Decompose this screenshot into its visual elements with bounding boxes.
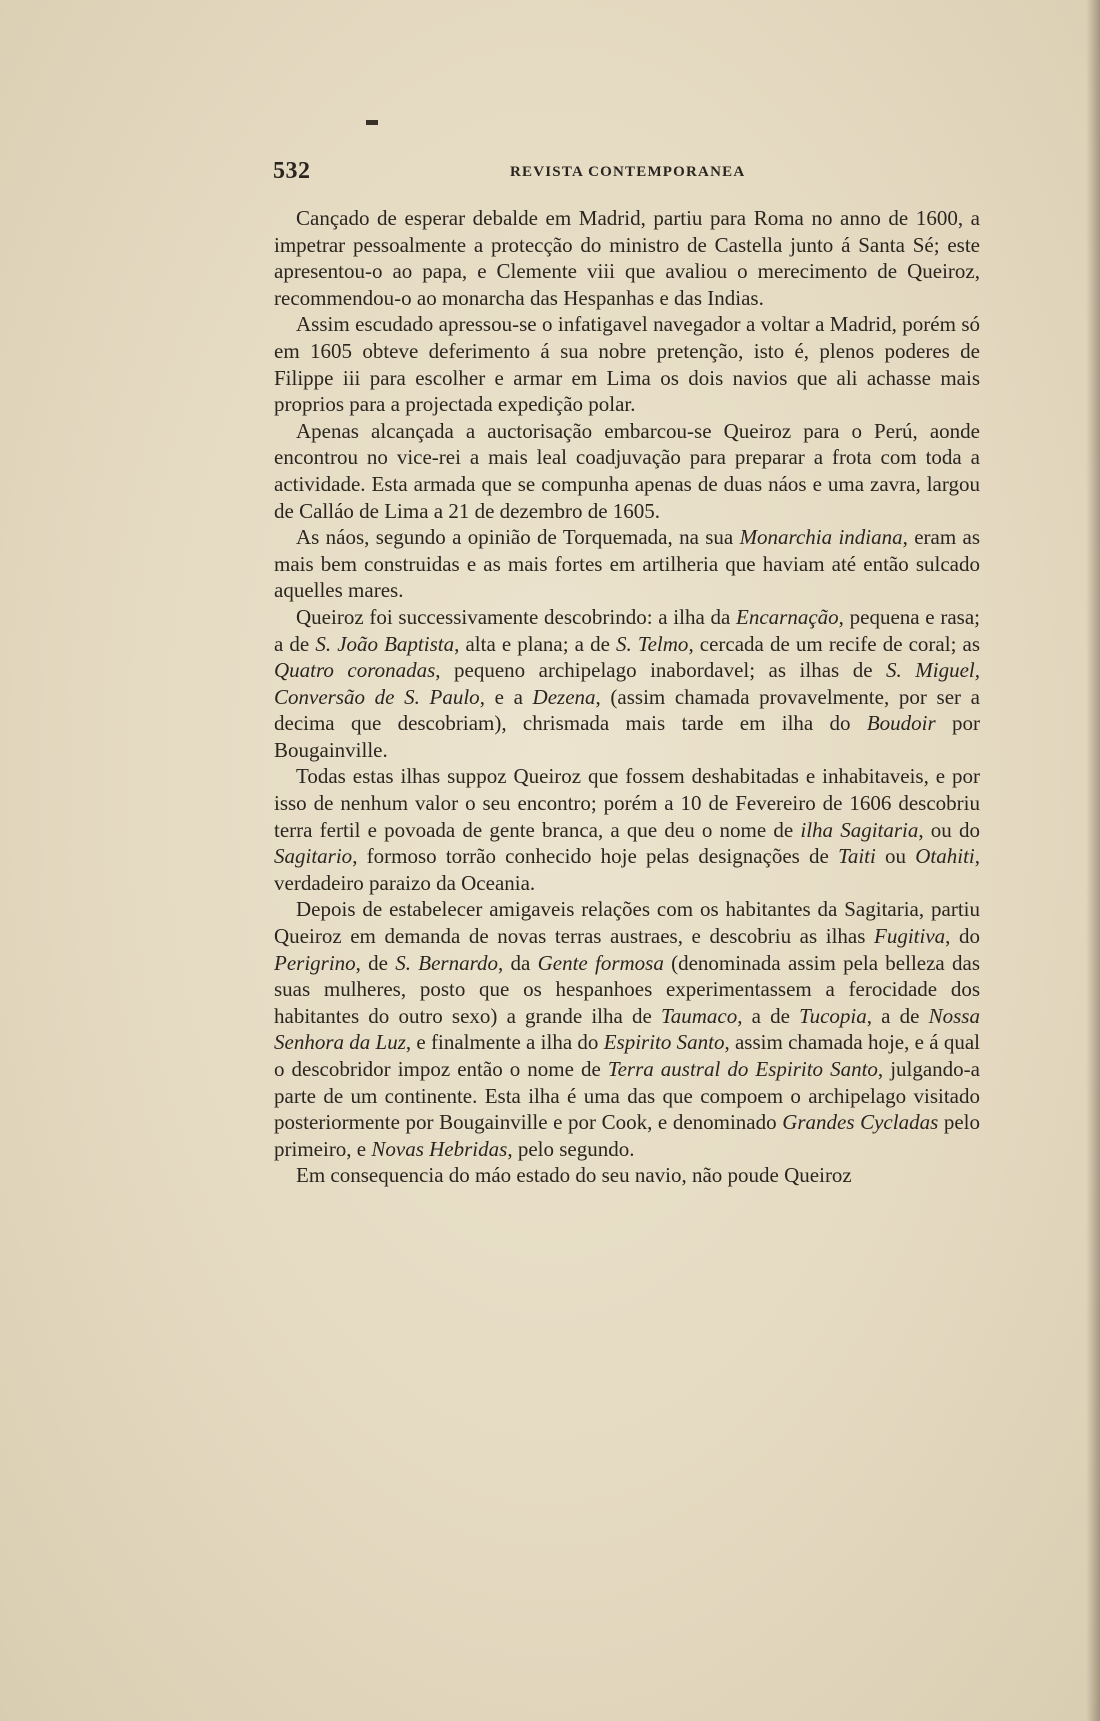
italic-run: Espirito Santo: [603, 1030, 725, 1055]
paragraph: [274, 418, 980, 524]
italic-run: Tucopia: [799, 1003, 867, 1028]
text-run: , cercada de um recife de coral; as: [688, 631, 980, 656]
italic-run: Boudoir: [866, 711, 936, 736]
paragraph: [274, 311, 980, 417]
paragraph: [274, 896, 980, 1162]
text-run: , pelo segundo.: [507, 1136, 635, 1161]
text-run: , e a: [479, 684, 533, 709]
paragraph: [274, 524, 980, 604]
italic-run: Fugitiva: [874, 924, 946, 949]
text-run: Cançado de esperar debalde em Madrid, partiu para Roma no anno de 1600, a impetrar pessoalmente a protecção do ministro de Castella junto á Santa Sé; este apresentou-o ao papa, e Clemente viii que avaliou o merecimento de Queiroz, recommendou-o ao monarcha das Hespanhas e das Indias.: [274, 206, 980, 310]
text-run: , da: [498, 950, 538, 975]
text-run: , de: [355, 950, 396, 975]
body-text: [274, 205, 980, 1189]
text-run: Apenas alcançada a auctorisação embarcou-se Queiroz para o Perú, aonde encontrou no vice-rei a mais leal coadjuvação para preparar a frota com toda a actividade. Esta armada que se compunha apenas de duas náos e uma zavra, largou de Calláo de Lima a 21 de dezembro de 1605.: [274, 418, 980, 523]
text-run: Em consequencia do máo estado do seu navio, não poude Queiroz: [296, 1163, 852, 1188]
text-run: por Bougainville.: [274, 711, 980, 762]
paragraph: [274, 1162, 980, 1189]
running-title: REVISTA CONTEMPORANEA: [510, 164, 746, 180]
italic-run: Dezena: [532, 684, 596, 709]
text-run: , a de: [737, 1003, 800, 1028]
italic-run: ilha Sagitaria: [800, 817, 919, 842]
italic-run: Grandes Cycladas: [782, 1110, 939, 1135]
italic-run: Novas Hebridas: [371, 1136, 508, 1161]
italic-run: Monarchia indiana: [739, 525, 903, 550]
text-run: As náos, segundo a opinião de Torquemada, na sua: [296, 525, 740, 550]
page-header: [273, 158, 973, 188]
italic-run: Gente formosa: [537, 950, 664, 975]
text-run: , do: [945, 924, 980, 949]
text-run: , (assim chamada provavelmente, por ser a decima que descobriam), chrismada mais tarde em ilha do: [274, 684, 980, 736]
printer-mark: [366, 120, 378, 125]
text-run: ou: [875, 844, 916, 869]
text-run: , julgando-a parte de um continente. Esta ilha é uma das que compoem o archipelago visitado posteriormente por Bougainville e por Cook, e denominado: [274, 1057, 980, 1135]
italic-run: Otahiti: [915, 844, 975, 869]
text-run: , ou do: [918, 817, 980, 842]
text-run: pelo primeiro, e: [274, 1110, 980, 1161]
text-run: , formoso torrão conhecido hoje pelas designações de: [352, 844, 839, 869]
italic-run: Taiti: [838, 844, 876, 869]
italic-run: Nossa Senhora da Luz: [274, 1003, 980, 1055]
text-run: , alta e plana; a de: [454, 631, 617, 656]
paragraph: [274, 604, 980, 764]
page-number: 532: [273, 158, 311, 184]
text-run: Assim escudado apressou-se o infatigavel navegador a voltar a Madrid, porém só em 1605 obteve deferimento á sua nobre pretenção, isto é, plenos poderes de Filippe iii para escolher e armar em Lima os dois navios que ali achasse mais proprios para a projectada expedição polar.: [274, 312, 980, 417]
text-run: , e finalmente a ilha do: [405, 1030, 604, 1055]
text-run: , pequeno archipelago inabordavel; as ilhas de: [435, 658, 887, 683]
italic-run: Sagitario: [274, 844, 353, 869]
text-run: (denominada assim pela belleza das suas mulheres, posto que os hespanhoes experimentassem a ferocidade dos habitantes do outro sexo) a grande ilha de: [274, 950, 981, 1028]
italic-run: Perigrino: [274, 950, 356, 975]
italic-run: Taumaco: [660, 1003, 738, 1028]
page-edge-shadow: [1086, 0, 1100, 1721]
text-run: , eram as mais bem construidas e as mais fortes em artilheria que haviam até então sulcado aquelles mares.: [274, 525, 980, 603]
italic-run: Quatro coronadas: [274, 658, 436, 683]
italic-run: S. João Baptista: [315, 631, 455, 656]
text-run: , assim chamada hoje, e á qual o descobridor impoz então o nome de: [274, 1030, 980, 1081]
text-run: Depois de estabelecer amigaveis relações com os habitantes da Sagitaria, partiu Queiroz em demanda de novas terras austraes, e descobriu as ilhas: [274, 897, 980, 949]
text-run: Todas estas ilhas suppoz Queiroz que fossem deshabitadas e inhabitaveis, e por isso de nenhum valor o seu encontro; porém a 10 de Fevereiro de 1606 descobriu terra fertil e povoada de gente branca, a que deu o nome de: [274, 764, 980, 842]
text-run: Queiroz foi successivamente descobrindo: a ilha da: [296, 604, 737, 629]
italic-run: S. Telmo: [616, 631, 689, 656]
paragraph: [274, 763, 980, 896]
italic-run: S. Miguel, Conversão de S. Paulo: [274, 658, 981, 709]
italic-run: Encarnação: [736, 604, 839, 629]
text-run: , verdadeiro paraizo da Oceania.: [274, 844, 980, 895]
text-run: , a de: [866, 1003, 929, 1028]
italic-run: Terra austral do Espirito Santo: [607, 1057, 878, 1081]
italic-run: S. Bernardo: [395, 950, 498, 975]
paragraph: [274, 205, 980, 311]
text-run: , pequena e rasa; a de: [274, 604, 980, 656]
